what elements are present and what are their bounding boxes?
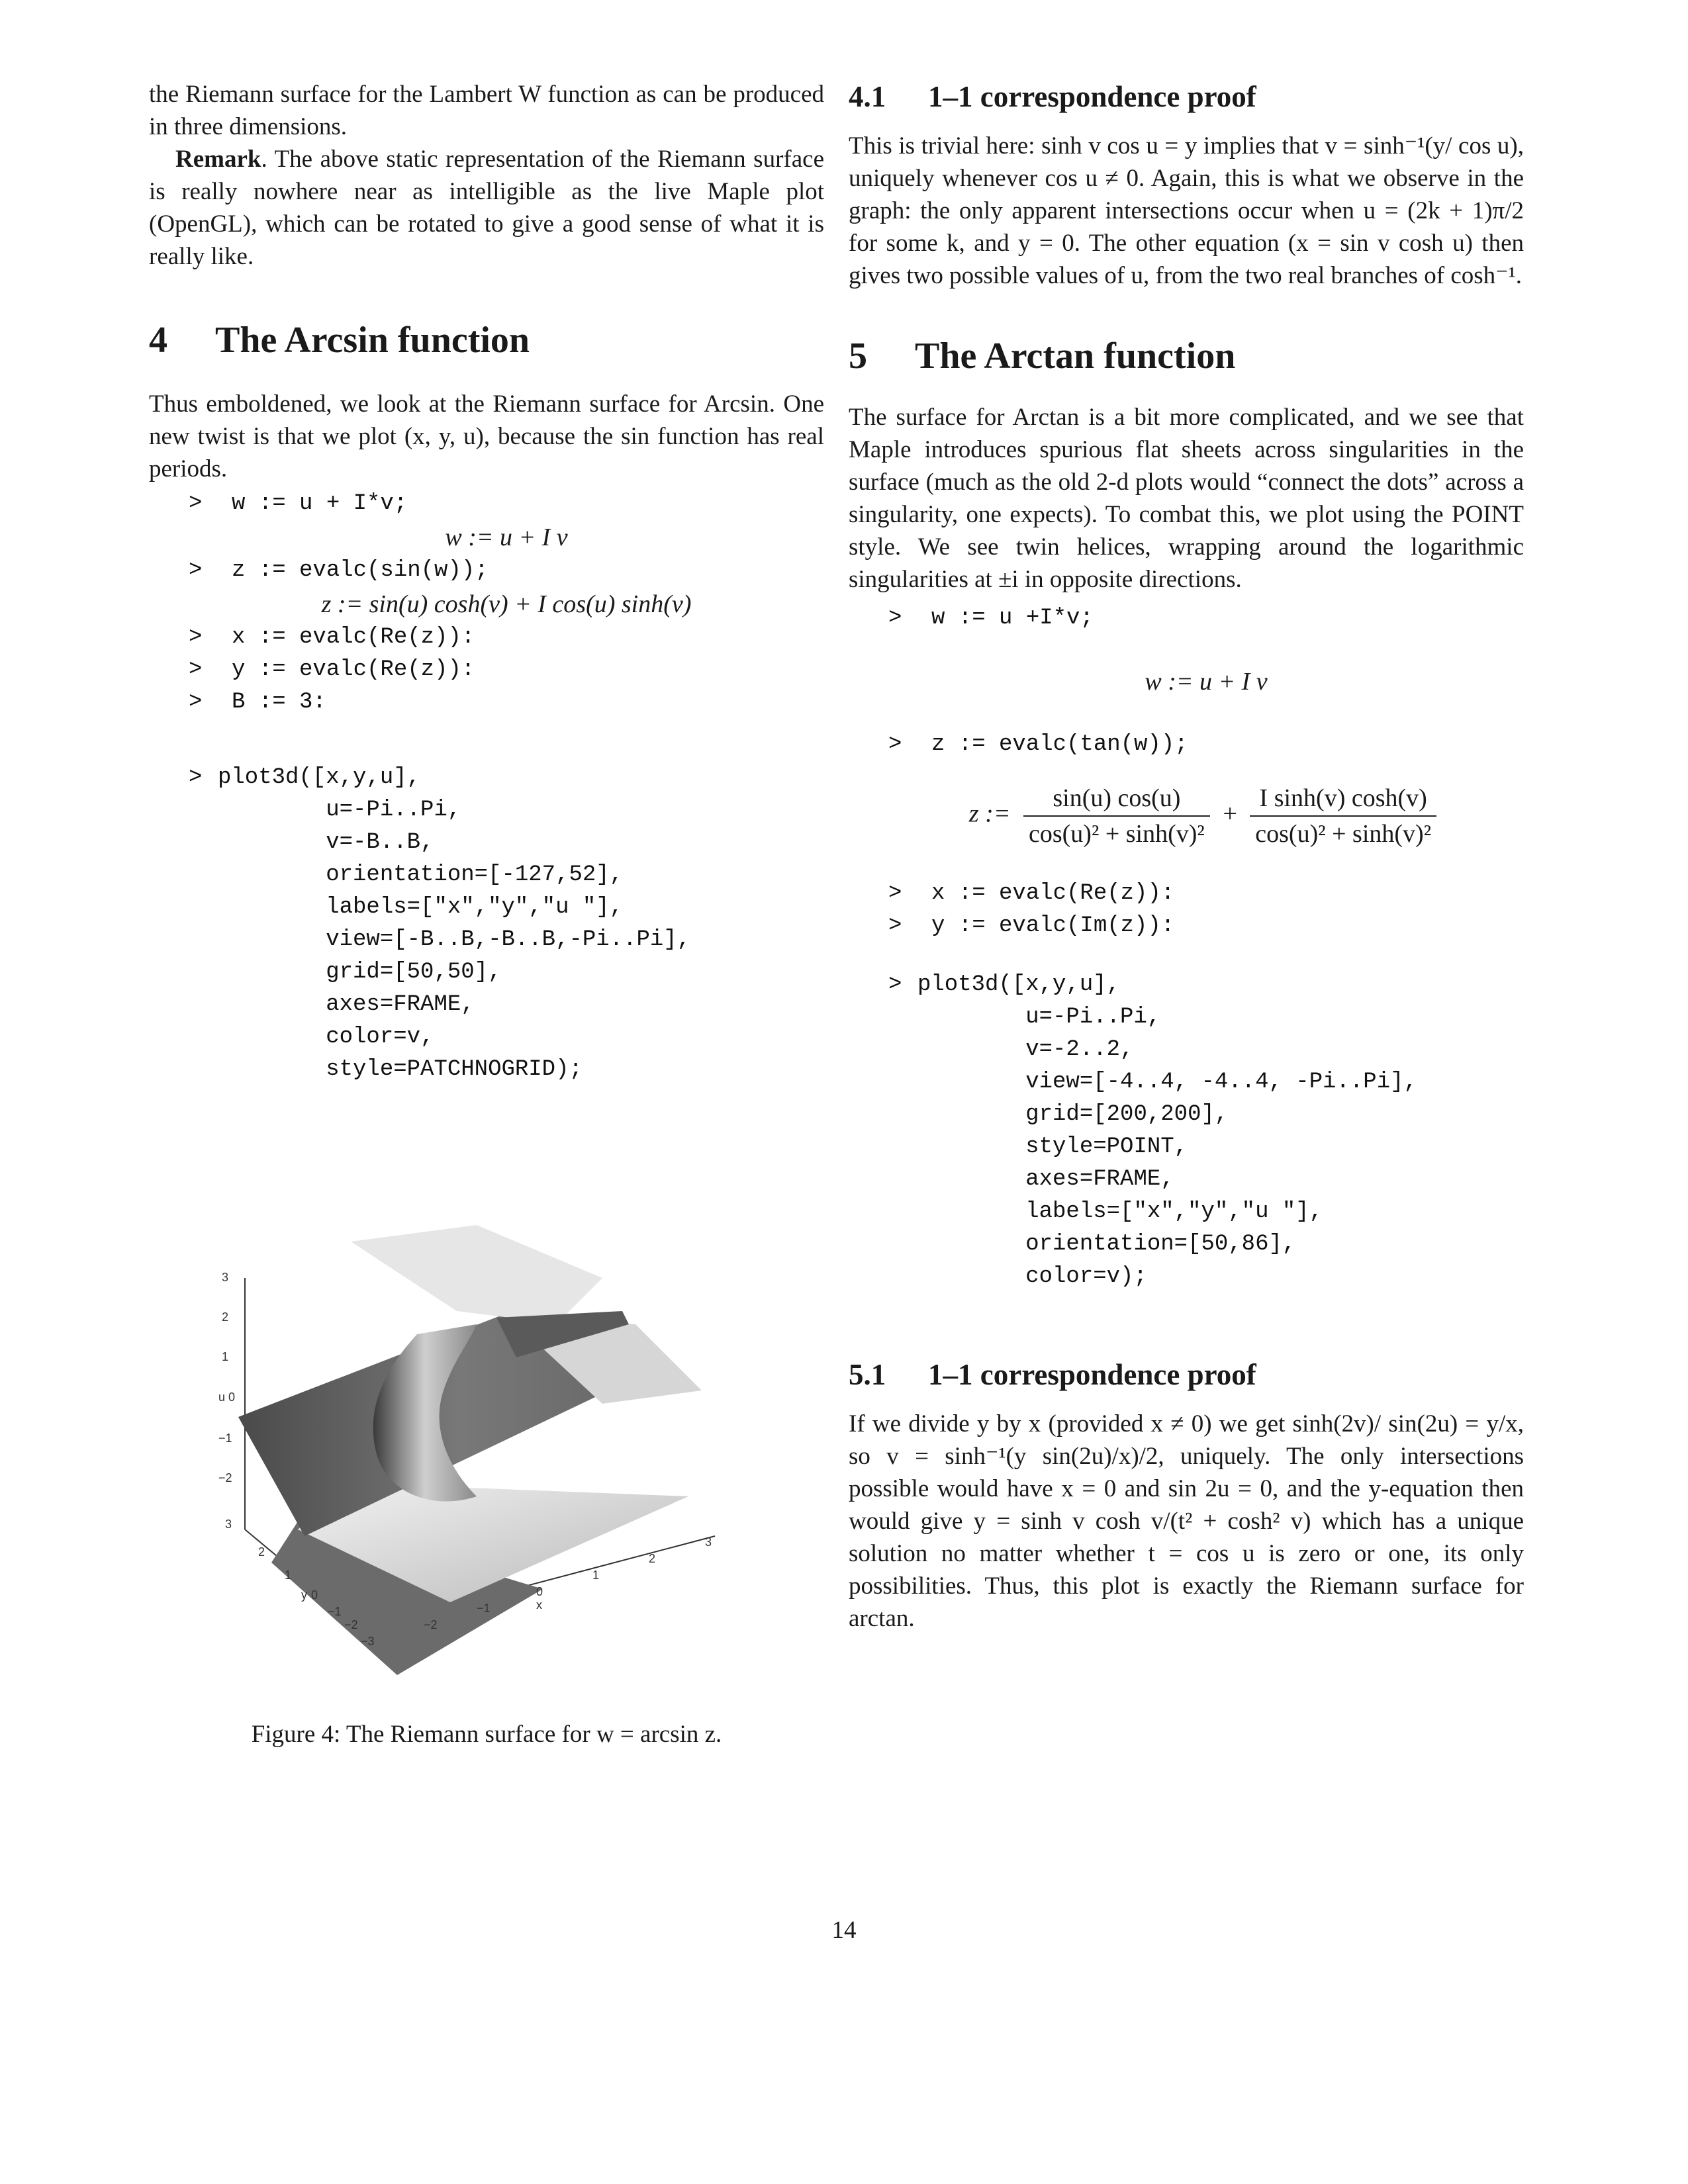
x-tick: 0 xyxy=(536,1585,543,1598)
subsection-4-1-heading: 4.1 1–1 correspondence proof xyxy=(849,80,1256,113)
code-line: > w := u + I*v; xyxy=(189,491,408,516)
intro-paragraph: the Riemann surface for the Lambert W function as can be produced in three dimensions. xyxy=(149,81,824,140)
fraction: $\frac{\sin(u) \cos(u)}{\text{cos(u)² + sinh(v)²}}$ xyxy=(1023,781,1210,851)
math-output-fraction: z := $\frac{\sin(u) \cos(u)}{\text{cos(u)² + sinh(v)²}}$ + $\frac{\text{I sinh(v) cosh(v)}}{\text{cos(u)² + sinh(v)²}}$ xyxy=(888,781,1524,851)
code-line: > z := evalc(sin(w)); xyxy=(189,558,489,583)
x-axis-label: x xyxy=(536,1598,542,1612)
section-4-heading xyxy=(149,319,824,361)
code-line: > w := u +I*v; xyxy=(888,606,1094,631)
arctan-paragraph: The surface for Arctan is a bit more complicated, and we see that Maple introduces spurious flat sheets across singularities in the surface (much as the old 2-d plots would “connect the dots” across a singularity, one expects). To combat this, we plot using the POINT style. We see twin helices, wrapping around the logarithmic singularities at ±i in opposite directions. xyxy=(849,404,1524,593)
y-axis-label: y xyxy=(301,1588,307,1602)
remark-label: Remark xyxy=(175,146,261,173)
code-line: > x := evalc(Re(z)): xyxy=(888,881,1175,906)
y-tick: 0 xyxy=(311,1588,318,1602)
right-column xyxy=(849,78,1524,1635)
u-tick: 3 xyxy=(222,1271,229,1284)
arcsin-paragraph: Thus emboldened, we look at the Riemann surface for Arcsin. One new twist is that we plot (x, y, u), because the sin function has real periods. xyxy=(149,390,824,482)
code-line: > z := evalc(tan(w)); xyxy=(888,732,1188,757)
x-tick: −3 xyxy=(361,1635,375,1648)
math-output: w := u + I v xyxy=(445,523,568,551)
plot-code: plot3d([x,y,u], u=-Pi..Pi, v=-2..2, view=[-4..4, -4..4, -Pi..Pi], grid=[200,200], style=POINT, axes=FRAME, labels=["x","y","u "], orientation=[50,86], color=v); xyxy=(917,972,1417,1289)
figure-caption: Figure 4: The Riemann surface for w = arcsin z. xyxy=(251,1721,722,1748)
u-tick: 0 xyxy=(228,1390,236,1404)
section-title: The Arcsin function xyxy=(215,320,530,361)
code-line: > x := evalc(Re(z)): xyxy=(189,625,475,650)
math-output: w := u + I v xyxy=(1145,668,1268,696)
u-tick: 1 xyxy=(222,1350,229,1363)
u-axis-label: u xyxy=(218,1390,226,1404)
fraction: $\frac{\text{I sinh(v) cosh(v)}}{\text{cos(u)² + sinh(v)²}}$ xyxy=(1250,781,1436,851)
x-tick: −1 xyxy=(477,1602,491,1615)
x-tick: −2 xyxy=(424,1618,438,1631)
surface-sheet xyxy=(351,1225,602,1324)
remark-text: . The above static representation of the Riemann surface is really nowhere near as intelligible as the live Maple plot (OpenGL), which can be rotated to give a good sense of what it is really like. xyxy=(149,146,824,270)
u-tick: 2 xyxy=(222,1310,229,1324)
x-tick: 1 xyxy=(592,1569,600,1582)
u-tick: −1 xyxy=(218,1432,232,1445)
page-number: 14 xyxy=(831,1917,857,1944)
code-line: > B := 3: xyxy=(189,690,326,715)
remark-paragraph xyxy=(149,143,824,273)
x-tick: 3 xyxy=(705,1535,712,1549)
arctan-session xyxy=(888,602,1524,1293)
plot-command: > plot3d([x,y,u], u=-Pi..Pi, v=-B..B, orientation=[-127,52], labels=["x","y","u "], view=[-B..B,-B..B,-Pi..Pi], grid=[50,50], axes=FRAME, color=v, style=PATCHNOGRID); xyxy=(189,762,824,1086)
left-column xyxy=(149,78,824,1751)
section-number: 4 xyxy=(149,320,167,361)
y-tick: −1 xyxy=(328,1605,342,1618)
section-5-heading: 5 The Arctan function xyxy=(849,336,1236,377)
code-line: > y := evalc(Im(z)): xyxy=(888,913,1175,938)
y-tick: 2 xyxy=(258,1545,265,1559)
plot-command: > plot3d([x,y,u], u=-Pi..Pi, v=-2..2, view=[-4..4, -4..4, -Pi..Pi], grid=[200,200], style=POINT, axes=FRAME, labels=["x","y","u "], orientation=[50,86], color=v); xyxy=(888,969,1524,1293)
plot-code: plot3d([x,y,u], u=-Pi..Pi, v=-B..B, orientation=[-127,52], labels=["x","y","u "], view=[-B..B,-B..B,-Pi..Pi], grid=[50,50], axes=FRAME, color=v, style=PATCHNOGRID); xyxy=(218,765,691,1082)
code-line: > y := evalc(Re(z)): xyxy=(189,657,475,682)
arcsin-proof-paragraph: This is trivial here: sinh v cos u = y implies that v = sinh⁻¹(y/ cos u), uniquely whenever cos u ≠ 0. Again, this is what we observe in the graph: the only apparent intersections occur when u = (2k + 1)π/2 for some k, and y = 0. The other equation (x = sin v cosh u) then gives two possible values of u, from the two real branches of cosh⁻¹. xyxy=(849,132,1524,289)
u-tick: −2 xyxy=(218,1471,232,1484)
subsection-5-1-heading: 5.1 1–1 correspondence proof xyxy=(849,1358,1256,1391)
x-tick: 2 xyxy=(649,1552,656,1565)
arctan-proof-paragraph: If we divide y by x (provided x ≠ 0) we get sinh(2v)/ sin(2u) = y/x, so v = sinh⁻¹(y sin(2u)/x)/2, uniquely. The only intersections possible would have x = 0 and sin 2u = 0, and the y-equation then would give y = sinh v cosh v/(t² + cosh² v) which has a unique solution no matter whether t = cos u is zero or one, its only possibilities. Thus, this plot is exactly the Riemann surface for arctan. xyxy=(849,1410,1524,1632)
riemann-surface-figure xyxy=(199,1218,768,1682)
y-tick: 1 xyxy=(285,1569,292,1582)
math-output: z := sin(u) cosh(v) + I cos(u) sinh(v) xyxy=(321,590,692,618)
y-tick: −2 xyxy=(344,1618,358,1631)
y-tick: 3 xyxy=(225,1518,232,1531)
arcsin-session xyxy=(189,488,824,1086)
